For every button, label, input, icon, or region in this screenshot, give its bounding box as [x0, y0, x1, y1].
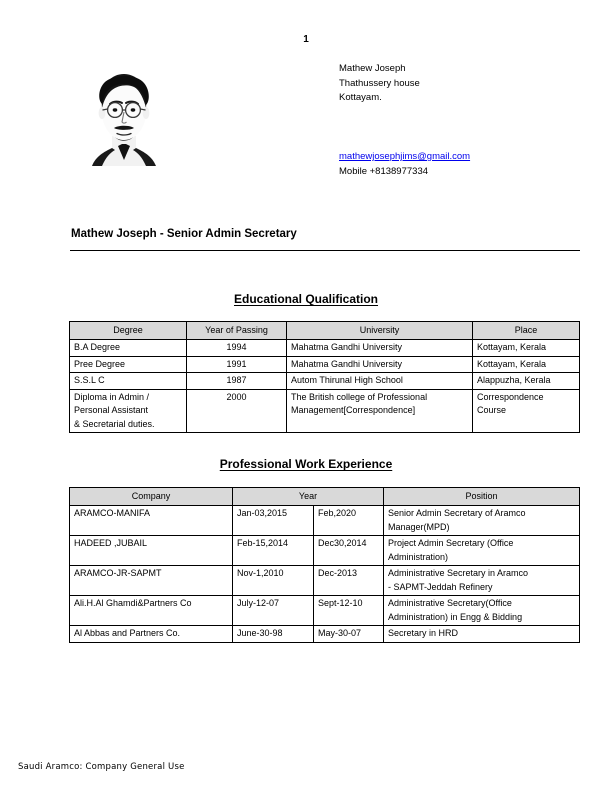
education-university: The British college of Professional Management[Correspondence] — [287, 389, 473, 433]
table-row — [70, 356, 580, 373]
education-degree: B.A Degree — [70, 340, 187, 357]
work-from: July-12-07 — [233, 596, 314, 626]
work-experience-table — [69, 487, 580, 643]
table-row — [70, 373, 580, 390]
contact-line-name: Mathew Joseph — [339, 63, 406, 74]
education-place: Kottayam, Kerala — [473, 356, 580, 373]
work-from: Jan-03,2015 — [233, 506, 314, 536]
work-to: Dec-2013 — [314, 566, 384, 596]
contact-address — [339, 62, 420, 106]
education-col-year: Year of Passing — [187, 322, 287, 340]
work-col-company: Company — [70, 488, 233, 506]
email-link[interactable]: mathewjosephjims@gmail.com — [339, 151, 471, 162]
work-heading-text: Professional Work Experience — [219, 457, 393, 471]
education-university: Autom Thirunal High School — [287, 373, 473, 390]
table-row — [70, 389, 580, 433]
table-row — [70, 340, 580, 357]
table-row — [70, 566, 580, 596]
education-degree: S.S.L C — [70, 373, 187, 390]
work-position: Senior Admin Secretary of Aramco Manager(MPD) — [384, 506, 580, 536]
education-place: Kottayam, Kerala — [473, 340, 580, 357]
contact-line-city: Kottayam. — [339, 92, 382, 103]
table-header-row — [70, 322, 580, 340]
education-place: Alappuzha, Kerala — [473, 373, 580, 390]
education-degree: Pree Degree — [70, 356, 187, 373]
footer-classification: Saudi Aramco: Company General Use — [18, 762, 185, 772]
education-university: Mahatma Gandhi University — [287, 356, 473, 373]
contact-line-house: Thathussery house — [339, 77, 420, 89]
education-col-place: Place — [473, 322, 580, 340]
work-company: ARAMCO-JR-SAPMT — [70, 566, 233, 596]
table-row — [70, 506, 580, 536]
table-row — [70, 596, 580, 626]
work-to: Feb,2020 — [314, 506, 384, 536]
table-row — [70, 536, 580, 566]
work-to: May-30-07 — [314, 626, 384, 643]
work-company: Al Abbas and Partners Co. — [70, 626, 233, 643]
work-position: Administrative Secretary in Aramco - SAPMT-Jeddah Refinery — [384, 566, 580, 596]
work-from: Nov-1,2010 — [233, 566, 314, 596]
table-header-row — [70, 488, 580, 506]
education-place: Correspondence Course — [473, 389, 580, 433]
education-year: 1991 — [187, 356, 287, 373]
mobile-number: Mobile +8138977334 — [339, 165, 429, 177]
table-row — [70, 626, 580, 643]
work-col-position: Position — [384, 488, 580, 506]
work-company: ARAMCO-MANIFA — [70, 506, 233, 536]
education-year: 2000 — [187, 389, 287, 433]
page-title: Mathew Joseph - Senior Admin Secretary — [71, 228, 297, 240]
education-year: 1987 — [187, 373, 287, 390]
work-to: Dec30,2014 — [314, 536, 384, 566]
education-table — [69, 321, 580, 433]
work-position: Administrative Secretary(Office Administration) in Engg & Bidding — [384, 596, 580, 626]
education-university: Mahatma Gandhi University — [287, 340, 473, 357]
education-col-university: University — [287, 322, 473, 340]
education-col-degree: Degree — [70, 322, 187, 340]
education-heading-text: Educational Qualification — [233, 292, 379, 306]
education-heading — [0, 292, 612, 306]
work-position: Project Admin Secretary (Office Administration) — [384, 536, 580, 566]
work-from: Feb-15,2014 — [233, 536, 314, 566]
education-year: 1994 — [187, 340, 287, 357]
work-heading — [0, 457, 612, 471]
work-company: HADEED ,JUBAIL — [70, 536, 233, 566]
title-divider — [70, 250, 580, 251]
portrait-photo — [82, 60, 166, 166]
work-to: Sept-12-10 — [314, 596, 384, 626]
page-number: 1 — [303, 34, 309, 45]
work-from: June-30-98 — [233, 626, 314, 643]
education-degree: Diploma in Admin / Personal Assistant & Secretarial duties. — [70, 389, 187, 433]
work-position: Secretary in HRD — [384, 626, 580, 643]
work-company: Ali.H.Al Ghamdi&Partners Co — [70, 596, 233, 626]
contact-details — [339, 150, 470, 179]
work-col-year: Year — [233, 488, 384, 506]
